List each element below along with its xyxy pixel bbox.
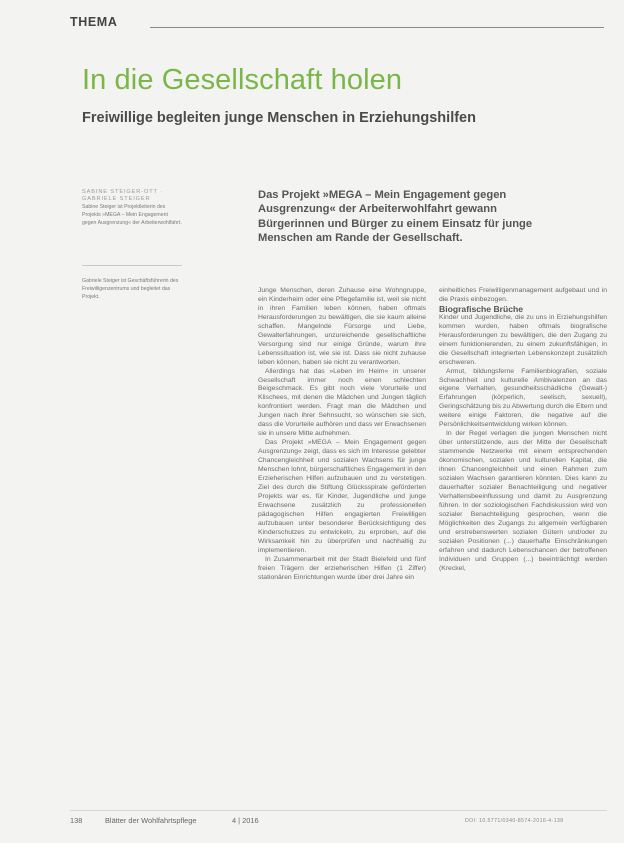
body-paragraph: In Zusammenarbeit mit der Stadt Bielefeld und fünf freien Trägern der erzieherischen Hilfen (1 Ziffer) stationären Einrichtungen wurde über drei Jahre ein (258, 555, 426, 581)
footer-rule (70, 810, 607, 811)
body-column-middle (258, 287, 426, 825)
article-title: In die Gesellschaft holen (82, 64, 403, 96)
author-bio: Gabriele Steiger ist Geschäftsführerin des Freiwilligenzentrums und begleitet das Projekt. (82, 278, 179, 300)
bio-divider (82, 265, 182, 266)
page-number: 138 (70, 816, 83, 825)
header-rule (150, 27, 604, 28)
body-paragraph: Kinder und Jugendliche, die zu uns in Erziehungshilfen kommen wurden, haben oftmals biografische Herausforderungen zu bewältigen, die den Zugang zu einem funktionierenden, zu einem zukunftsfähigen, in die Gesellschaft integrierten Lebenskonzept zusätzlich erschweren. (439, 313, 607, 366)
body-paragraph: Das Projekt »MEGA – Mein Engagement gegen Ausgrenzung« zeigt, dass es sich im Interesse gelebter Chancengleichheit und sozialen Wachsens für junge Menschen lohnt, bürgerschaftliches Engagement in den Erzieherischen Hilfen aufzubauen und zu verstetigen. Ziel des durch die Stiftung Glücksspirale geförderten Projekts war es, für Kinder, Jugendliche und junge Erwachsene zusätzlich zu professionellen pädagogischen Hilfen engagierten Freiwilligen aufzubauen unter besonderer Berücksichtigung des Kinderschutzes zu entwickeln, zu erproben, auf die Wirksamkeit hin zu überprüfen und nachhaltig zu implementieren. (258, 439, 426, 554)
lead-paragraph: Das Projekt »MEGA – Mein Engagement gegen Ausgrenzung« der Arbeiterwohlfahrt gewann Bürgerinnen und Bürger zu einem Einsatz für junge Menschen am Rande der Gesellschaft. (258, 189, 533, 244)
body-paragraph: einheitliches Freiwilligenmanagement aufgebaut und in die Praxis einbezogen. (439, 287, 607, 303)
body-paragraph: In der Regel verlagen die jungen Menschen nicht über unterstützende, aus der Mitte der Gesellschaft stammende Netzwerke mit einem entsprechenden ökonomischen, sozialen und kulturellen Kapital, die ihnen Chancengleichheit und einen Rahmen zum sozialen Wachsen garantieren könnten. Dies kann zu dauerhafter sozialer Benachteiligung und negativer Verhaltensbeeinflussung und damit zu Ausgrenzung führen. In der soziologischen Fachdiskussion wird von sozialer Benachteiligung gesprochen, wenn die Möglichkeiten des Zugangs zu allgemein verfügbaren und erstrebenswerten sozialen Gütern und/oder zu sozialen Positionen (...) dauerhafte Einschränkungen erfahren und dadurch Lebenschancen der betroffenen Individuen und Gruppen (...) beeinträchtigt werden (Kreckel, (439, 430, 607, 572)
author-names: SABINE STEIGER-OTT · GABRIELE STEIGER (82, 189, 163, 202)
body-paragraph: Junge Menschen, deren Zuhause eine Wohngruppe, ein Kinderheim oder eine Pflegefamilie ist, weil sie nicht in ihren Familien leben können, haben oftmals Herausforderungen zu bewältigen, die sie kaum alleine schaffen. Mangelnde Fürsorge und Liebe, Gewalterfahrungen, unzureichende gesellschaftliche Versorgung sind nur einige Gründe, warum ihre Lebenssituation ist, wie sie ist. Dass sie nicht zuhause leben können, haben sie nicht zu verantworten. (258, 287, 426, 366)
doi-reference: DOI: 10.5771/0340-8574-2016-4-138 (465, 818, 564, 824)
author-bio: Sabine Steiger ist Projektleiterin des Projekts »MEGA – Mein Engagement gegen Ausgrenzung« der Arbeiterwohlfahrt. (82, 204, 182, 226)
section-heading: Biografische Brüche (439, 303, 524, 314)
body-paragraph: Allerdings hat das »Leben im Heim« in unserer Gesellschaft immer noch einen schlechten Beigeschmack. Es gibt noch viele Vorurteile und Klischees, mit denen die Mädchen und Jungen täglich konfrontiert werden. Fragt man die Mädchen und Jungen nach ihrer Sehnsucht, so wünschen sie sich, dass die Vorurteile aufhören und dass wir Erwachsenen sie in unsere Mitte aufnehmen. (258, 367, 426, 438)
body-column-right (439, 287, 607, 825)
section-label: THEMA (70, 15, 118, 29)
article-subtitle: Freiwillige begleiten junge Menschen in Erziehungshilfen (82, 110, 476, 126)
journal-name: Blätter der Wohlfahrtspflege (105, 816, 197, 825)
body-paragraph: Armut, bildungsferne Familienbiografien, soziale Schwachheit und kulturelle Ambivalenzen an das eigene Verhalten, gesundheitsschädliche (Gewalt-) Erfahrungen (körperlich, seelisch, sexuell), Geringschätzung bis zu Abwertung durch die Eltern und weitere einige Faktoren, die negative auf die Persönlichkeitsentwicklung wirken können. (439, 367, 607, 429)
issue-number: 4 | 2016 (232, 816, 259, 825)
